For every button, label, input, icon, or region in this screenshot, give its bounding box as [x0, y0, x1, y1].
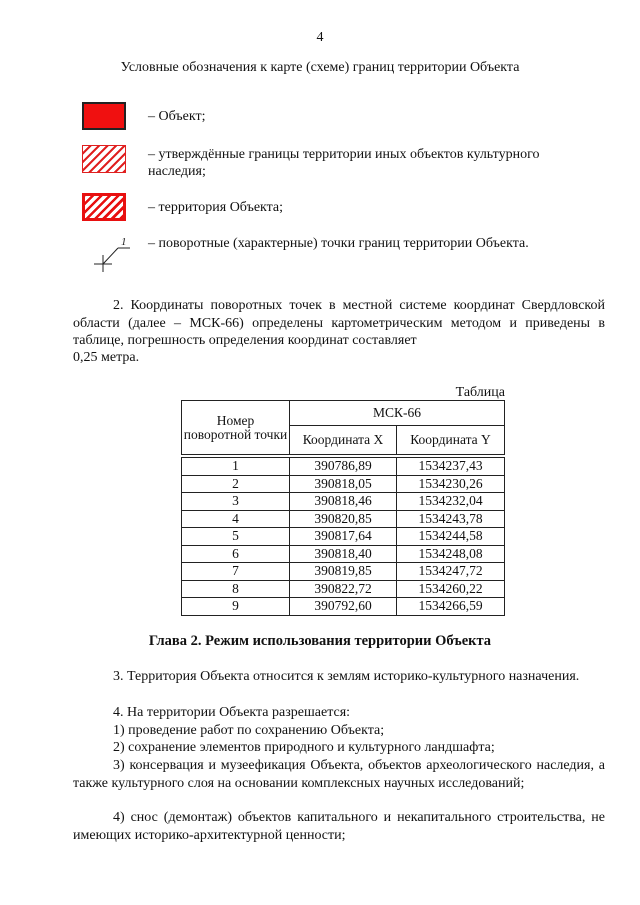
section-2-paragraph: 2. Координаты поворотных точек в местной системе координат Свердловской области (далее – МСК-66) определены картометрическим методом и приведены в таблице, погрешность определения координат составляет	[73, 298, 605, 348]
paragraph-3: 3. Территория Объекта относится к землям историко-культурного назначения.	[113, 669, 580, 684]
legend-text: – утверждённые границы территории иных объектов культурного наследия;	[148, 147, 540, 179]
page-number: 4	[316, 30, 324, 45]
header-point-number: Номер поворотной точки	[182, 401, 290, 455]
legend-item-other-heritage	[82, 145, 602, 185]
cell-y: 1534260,22	[397, 580, 505, 598]
header-coord-y: Координата Y	[397, 426, 505, 455]
cell-x: 390786,89	[290, 458, 397, 476]
header-msk66: МСК-66	[290, 401, 505, 426]
cell-y: 1534248,08	[397, 545, 505, 563]
paragraph-4-2: 2) сохранение элементов природного и культурного ландшафта;	[113, 740, 495, 755]
header-coord-x: Координата X	[290, 426, 397, 455]
cell-x: 390819,85	[290, 563, 397, 581]
table-row	[182, 493, 505, 511]
cell-point: 6	[182, 545, 290, 563]
table-caption: Таблица	[455, 385, 505, 400]
cell-x: 390818,05	[290, 475, 397, 493]
cell-y: 1534230,26	[397, 475, 505, 493]
marker-label: 1	[121, 236, 127, 248]
legend-item-turning-point	[82, 234, 602, 268]
table-row	[182, 580, 505, 598]
legend-item-object	[82, 102, 602, 136]
cell-x: 390818,46	[290, 493, 397, 511]
table-row	[182, 510, 505, 528]
cell-point: 1	[182, 458, 290, 476]
table-row	[182, 598, 505, 616]
table-row	[182, 528, 505, 546]
cell-y: 1534237,43	[397, 458, 505, 476]
cell-y: 1534266,59	[397, 598, 505, 616]
thick-hatch-square-icon	[82, 193, 126, 221]
cell-point: 3	[182, 493, 290, 511]
legend-item-territory	[82, 193, 602, 227]
turning-point-marker-icon	[90, 234, 134, 272]
cell-y: 1534243,78	[397, 510, 505, 528]
chapter-heading: Глава 2. Режим использования территории Объекта	[148, 633, 492, 649]
cell-y: 1534232,04	[397, 493, 505, 511]
cell-x: 390822,72	[290, 580, 397, 598]
table-row	[182, 458, 505, 476]
legend-text: – поворотные (характерные) точки границ территории Объекта.	[148, 236, 529, 251]
cell-y: 1534244,58	[397, 528, 505, 546]
paragraph-4-4: 4) снос (демонтаж) объектов капитального и некапитального строительства, не имеющих историко-архитектурной ценности;	[73, 810, 605, 843]
cell-y: 1534247,72	[397, 563, 505, 581]
cell-point: 5	[182, 528, 290, 546]
cell-point: 4	[182, 510, 290, 528]
table-row	[182, 545, 505, 563]
cell-x: 390820,85	[290, 510, 397, 528]
cell-x: 390818,40	[290, 545, 397, 563]
legend-text: – Объект;	[148, 109, 206, 124]
solid-red-square-icon	[82, 102, 126, 130]
cell-point: 7	[182, 563, 290, 581]
cell-x: 390792,60	[290, 598, 397, 616]
cell-x: 390817,64	[290, 528, 397, 546]
table-row	[182, 563, 505, 581]
thin-hatch-square-icon	[82, 145, 126, 173]
section-2-paragraph-end: 0,25 метра.	[73, 350, 140, 365]
cell-point: 8	[182, 580, 290, 598]
coordinates-table	[181, 400, 505, 616]
paragraph-4: 4. На территории Объекта разрешается:	[113, 705, 351, 720]
paragraph-4-3: 3) консервация и музеефикация Объекта, объектов археологического наследия, а также культурного слоя на основании комплексных научных исследований;	[73, 758, 605, 791]
table-row	[182, 475, 505, 493]
paragraph-4-1: 1) проведение работ по сохранению Объекта;	[113, 723, 385, 738]
cell-point: 9	[182, 598, 290, 616]
legend-text: – территория Объекта;	[148, 200, 284, 215]
cell-point: 2	[182, 475, 290, 493]
legend-title: Условные обозначения к карте (схеме) границ территории Объекта	[120, 60, 520, 75]
